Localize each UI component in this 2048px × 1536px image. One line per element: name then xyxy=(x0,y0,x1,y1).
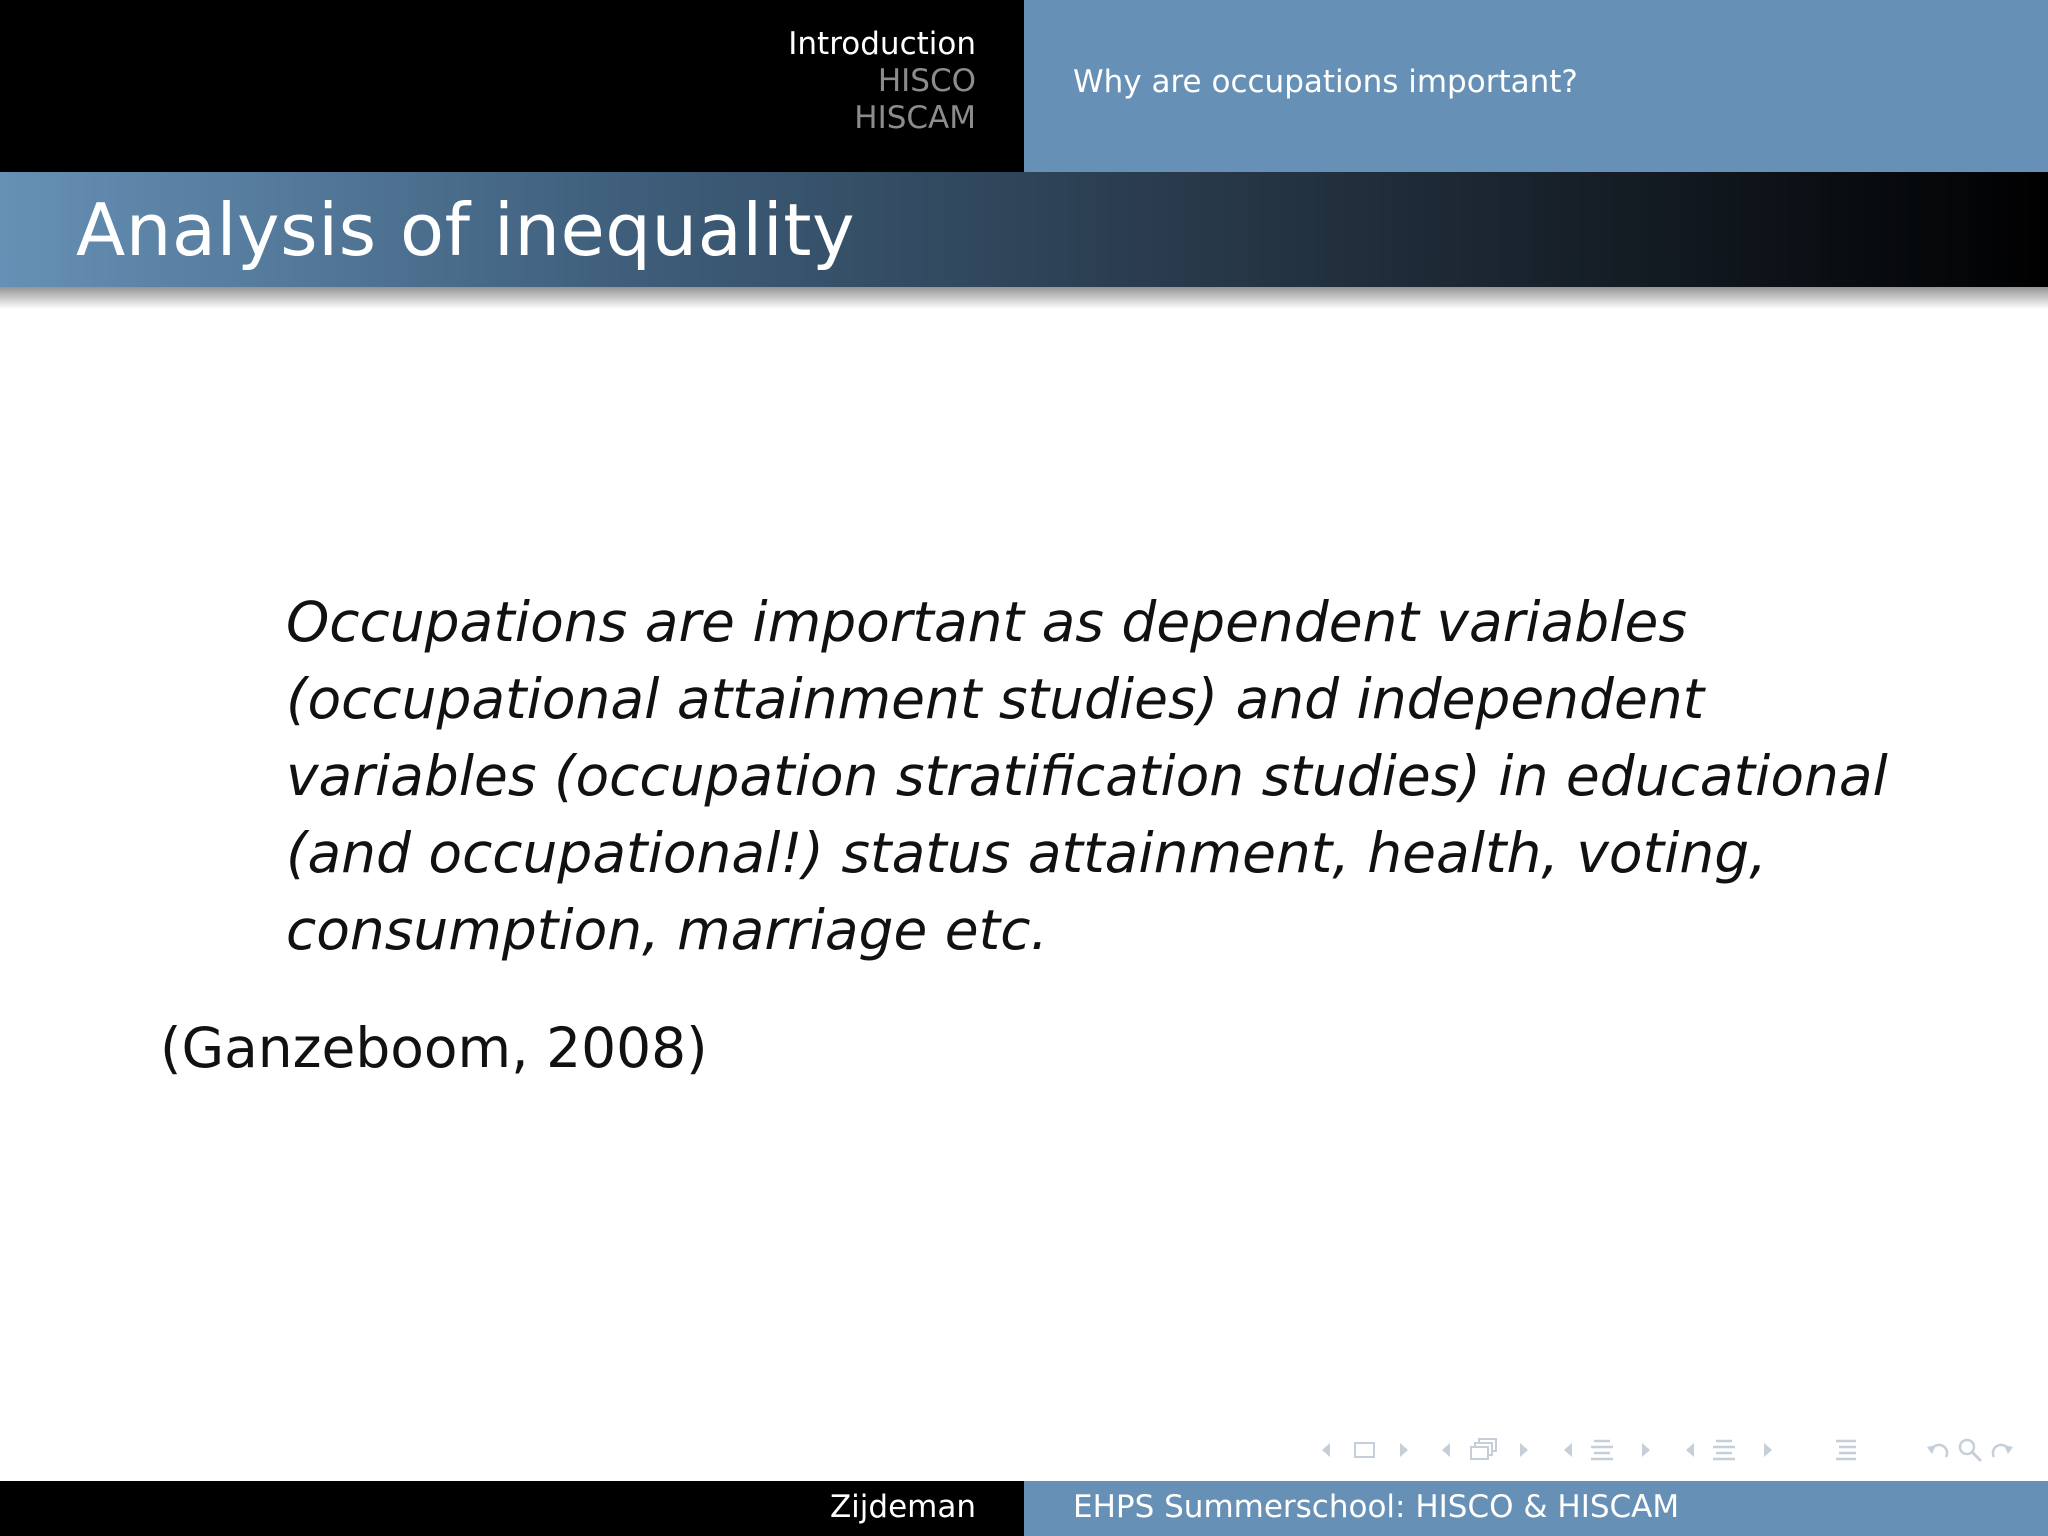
title-bar-shadow xyxy=(0,287,2048,309)
subsection-link[interactable]: Why are occupations important? xyxy=(1073,64,1578,100)
beamer-navigation-symbols xyxy=(1310,1436,2030,1466)
previous-arrow-icon[interactable] xyxy=(1318,1436,1334,1464)
section-icon[interactable] xyxy=(1588,1436,1616,1464)
quote-line: consumption, marriage etc. xyxy=(286,898,1048,962)
header-subsection-panel xyxy=(1024,0,2048,172)
previous-arrow-icon[interactable] xyxy=(1438,1436,1454,1464)
citation: (Ganzeboom, 2008) xyxy=(160,1016,708,1080)
subsection-icon[interactable] xyxy=(1468,1436,1502,1464)
previous-arrow-icon[interactable] xyxy=(1560,1436,1576,1464)
document-icon[interactable] xyxy=(1710,1436,1738,1464)
section-link-hisco[interactable]: HISCO xyxy=(877,63,976,99)
frame-icon[interactable] xyxy=(1352,1436,1378,1464)
section-navigation xyxy=(788,26,976,137)
footer-author-panel xyxy=(0,1481,1024,1536)
table-of-contents-icon[interactable] xyxy=(1832,1436,1860,1464)
header-section-panel xyxy=(0,0,1024,172)
next-arrow-icon[interactable] xyxy=(1516,1436,1532,1464)
redo-icon[interactable] xyxy=(1986,1436,2016,1464)
quote-line: (and occupational!) status attainment, health, voting, xyxy=(286,821,1767,885)
next-arrow-icon[interactable] xyxy=(1760,1436,1776,1464)
section-link-introduction[interactable]: Introduction xyxy=(788,26,976,62)
search-icon[interactable] xyxy=(1956,1436,1984,1464)
section-link-hiscam[interactable]: HISCAM xyxy=(854,100,976,136)
quote-line: Occupations are important as dependent variables xyxy=(286,590,1687,654)
quote-line: variables (occupation stratification studies) in educational xyxy=(286,744,1888,808)
next-arrow-icon[interactable] xyxy=(1638,1436,1654,1464)
frame-title: Analysis of inequality xyxy=(76,188,856,272)
footer-author: Zijdeman xyxy=(829,1489,976,1525)
frame-title-bar xyxy=(0,172,2048,287)
undo-icon[interactable] xyxy=(1924,1436,1954,1464)
previous-arrow-icon[interactable] xyxy=(1682,1436,1698,1464)
quote-line: (occupational attainment studies) and independent xyxy=(286,667,1705,731)
footer-presentation-title: EHPS Summerschool: HISCO & HISCAM xyxy=(1073,1489,1680,1525)
quote-block xyxy=(286,584,1888,969)
footer-title-panel xyxy=(1024,1481,2048,1536)
next-arrow-icon[interactable] xyxy=(1396,1436,1412,1464)
